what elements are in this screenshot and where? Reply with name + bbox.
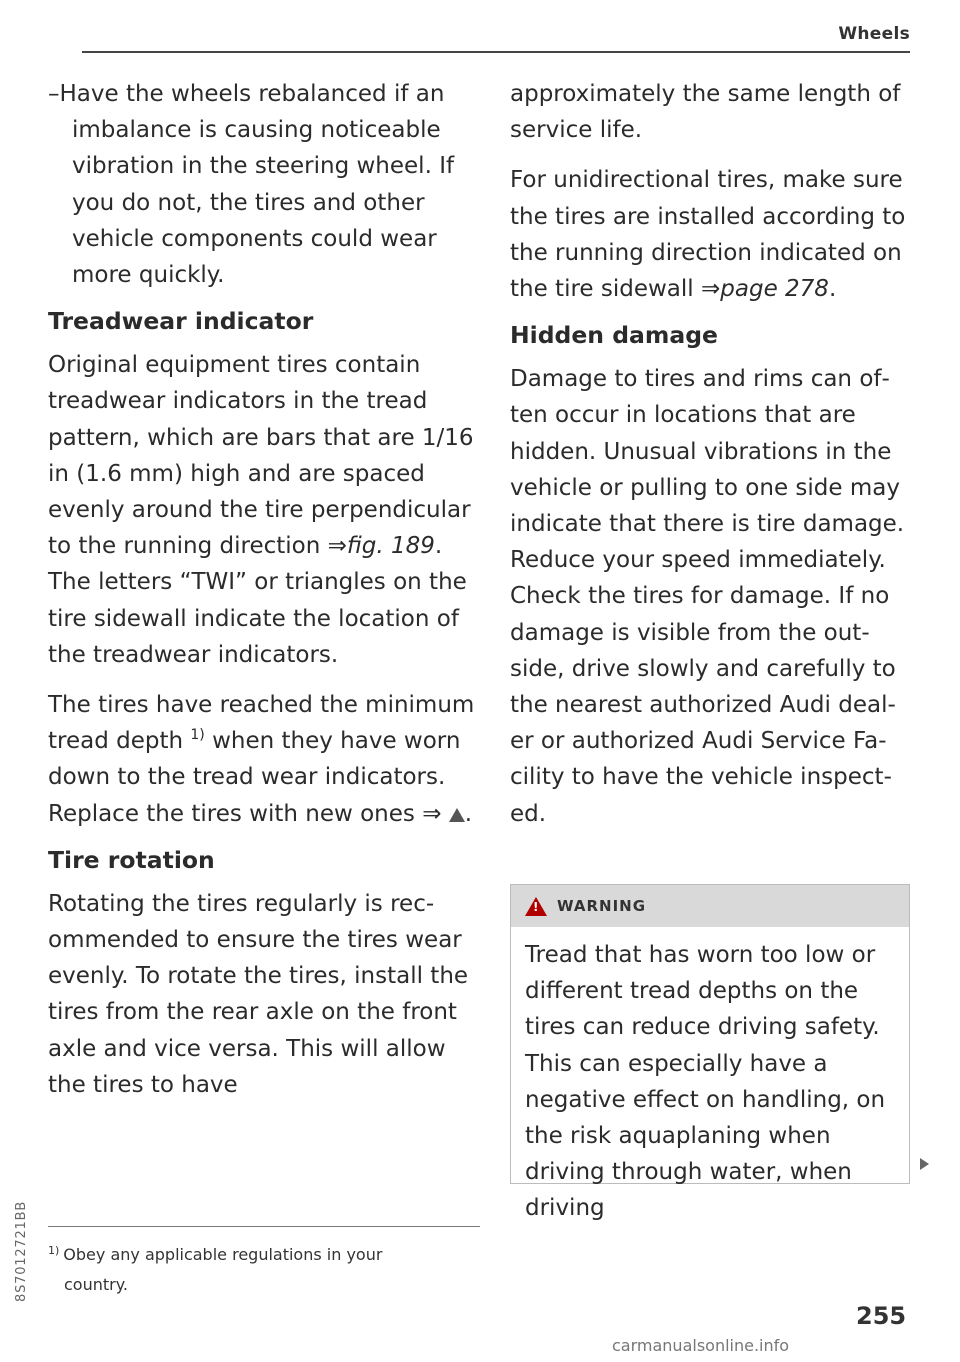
- hidden-damage-paragraph: Damage to tires and rims can often occur in locations that are hidden. Unusual vibrations in the vehicle or pulling to one side may indicate that there is tire damage. Reduce your speed immediately. Check the tires for damage. If no damage is visible from the outside, drive slowly and carefully to the nearest authorized Audi dealer or authorized Audi Service Facility to have the vehicle inspected.: [510, 366, 905, 827]
- right-column: [510, 76, 910, 850]
- warning-icon: [525, 897, 547, 916]
- footnote-rule: [48, 1226, 480, 1227]
- rebalance-bullet: –Have the wheels rebalanced if an imbalance is causing noticeable vibration in the steering wheel. If you do not, the tires and other vehicle components could wear more quickly.: [48, 81, 455, 289]
- hidden-damage-heading: Hidden damage: [510, 321, 719, 350]
- treadwear-heading: Treadwear indicator: [48, 307, 314, 336]
- treadwear-paragraph-2: The tires have reached the minimum tread depth $^{1)}$ when they have worn down to the tread wear indicators. Replace the tires with new ones ⇒ .: [48, 692, 475, 827]
- footnote: [48, 1236, 480, 1300]
- header-rule: [82, 51, 910, 53]
- warning-header: [511, 885, 909, 927]
- footnote-mark: 1): [48, 1244, 60, 1257]
- warning-title: WARNING: [557, 897, 647, 915]
- continued-paragraph: approximately the same length of service life.: [510, 81, 901, 144]
- page-278-link[interactable]: ⇒page 278: [701, 276, 829, 303]
- warning-text: Tread that has worn too low or different tread depths on the tires can reduce driving safety. This can especially have a negative effect on handling, on the risk aquaplaning when driving through water, when driving: [525, 942, 886, 1222]
- footnote-text: Obey any applicable regulations in your: [63, 1245, 383, 1264]
- footnote-text-2: country.: [64, 1275, 128, 1294]
- section-header: Wheels: [838, 24, 910, 44]
- rotation-heading: Tire rotation: [48, 845, 215, 874]
- fig-189-link[interactable]: ⇒fig. 189: [327, 533, 435, 560]
- unidirectional-paragraph: For unidirectional tires, make sure the tires are installed according to the running direction indicated on the tire sidewall ⇒page 278.: [510, 167, 906, 303]
- rotation-paragraph: Rotating the tires regularly is recommended to ensure the tires wear evenly. To rotate the tires, install the tires from the rear axle on the front axle and vice versa. This will allow the tires to have: [48, 890, 469, 1098]
- footnote-ref[interactable]: 1): [190, 727, 205, 744]
- warning-triangle-icon[interactable]: [449, 808, 465, 822]
- treadwear-paragraph-1: Original equipment tires contain treadwear indicators in the tread pattern, which are bars that are 1/16 in (1.6 mm) high and are spaced evenly around the tire perpendicular to the running direction ⇒fig. 189. The letters “TWI” or triangles on the tire sidewall indicate the location of the treadwear indicators.: [48, 352, 474, 668]
- page-number: 255: [856, 1302, 907, 1330]
- warning-box: [510, 884, 910, 1222]
- side-code: 8S7012721BB: [14, 1200, 29, 1302]
- continue-arrow-icon: [920, 1158, 929, 1170]
- left-column: [48, 76, 480, 1121]
- watermark: carmanualsonline.info: [612, 1336, 790, 1355]
